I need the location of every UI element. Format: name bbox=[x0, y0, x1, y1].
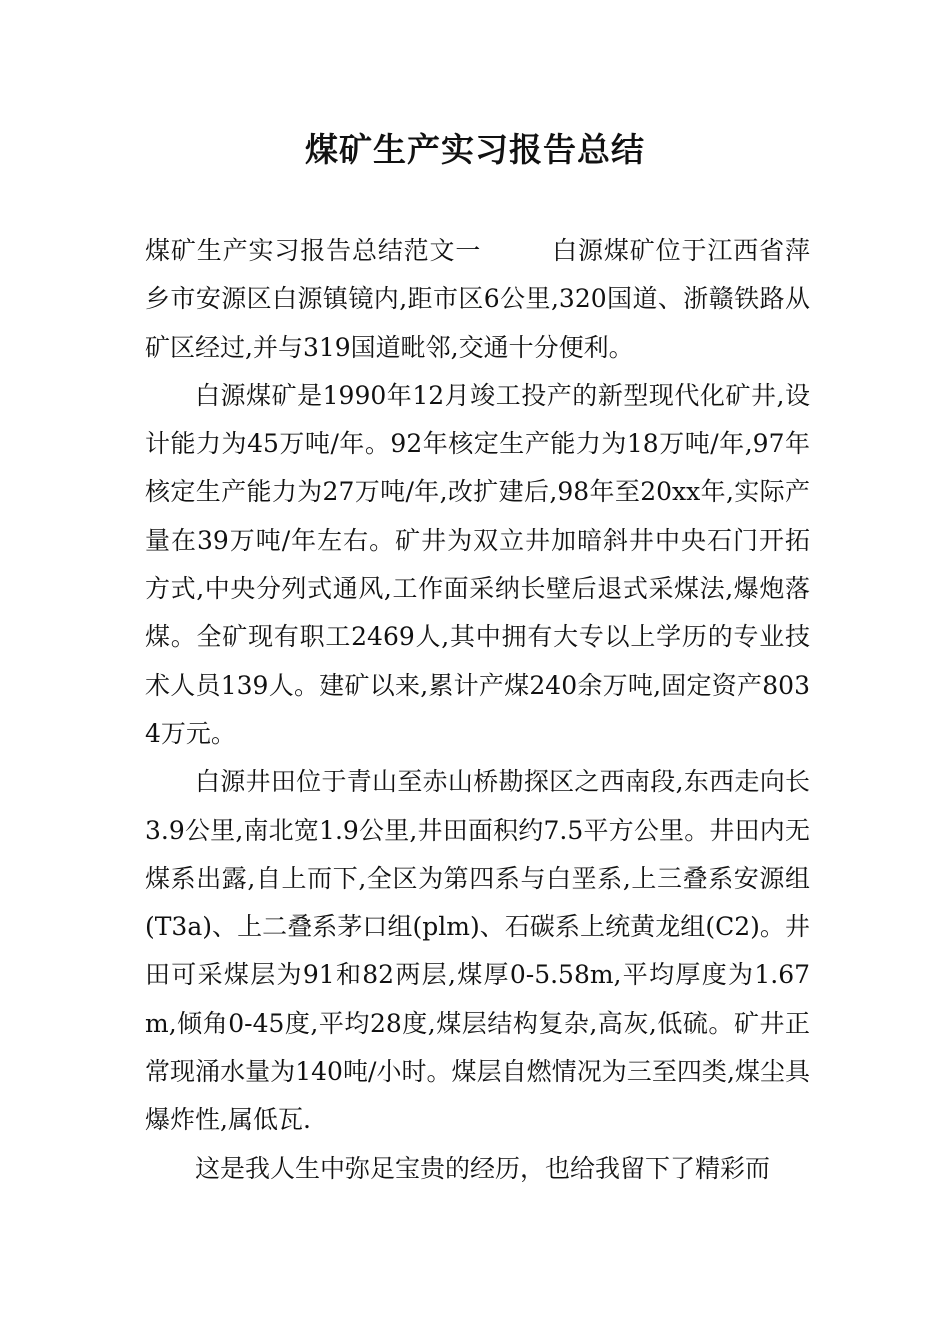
paragraph-3: 白源井田位于青山至赤山桥勘探区之西南段,东西走向长3.9公里,南北宽1.9公里,井田面积约7.5平方公里。井田内无煤系出露,自上而下,全区为第四系与白垩系,上三叠系安源组(T3a)、上二叠系茅口组(plm)、石碳系上统黄龙组(C2)。井田可采煤层为91和82两层,煤厚0-5.58m,平均厚度为1.67m,倾角0-45度,平均28度,煤层结构复杂,高灰,低硫。矿井正常现涌水量为140吨/小时。煤层自燃情况为三至四类,煤尘具爆炸性,属低瓦. bbox=[145, 767, 810, 1135]
paragraph-2: 白源煤矿是1990年12月竣工投产的新型现代化矿井,设计能力为45万吨/年。92年核定生产能力为18万吨/年,97年核定生产能力为27万吨/年,改扩建后,98年至20xx年,实际产量在39万吨/年左右。矿井为双立井加暗斜井中央石门开拓方式,中央分列式通风,工作面采纳长壁后退式采煤法,爆炮落煤。全矿现有职工2469人,其中拥有大专以上学历的专业技术人员139人。建矿以来,累计产煤240余万吨,固定资产8034万元。 bbox=[145, 380, 810, 748]
document-body bbox=[145, 227, 810, 1193]
document-subtitle: 煤矿生产实习报告总结范文一 bbox=[145, 236, 482, 265]
paragraph-intro bbox=[145, 227, 810, 372]
paragraph-1-text: 白源煤矿位于江西省萍乡市安源区白源镇镜内,距市区6公里,320国道、浙赣铁路从矿区经过,并与319国道毗邻,交通十分便利。 bbox=[145, 236, 810, 362]
document-title: 煤矿生产实习报告总结 bbox=[305, 130, 645, 169]
paragraph-4: 这是我人生中弥足宝贵的经历，也给我留下了精彩而 bbox=[195, 1153, 771, 1183]
